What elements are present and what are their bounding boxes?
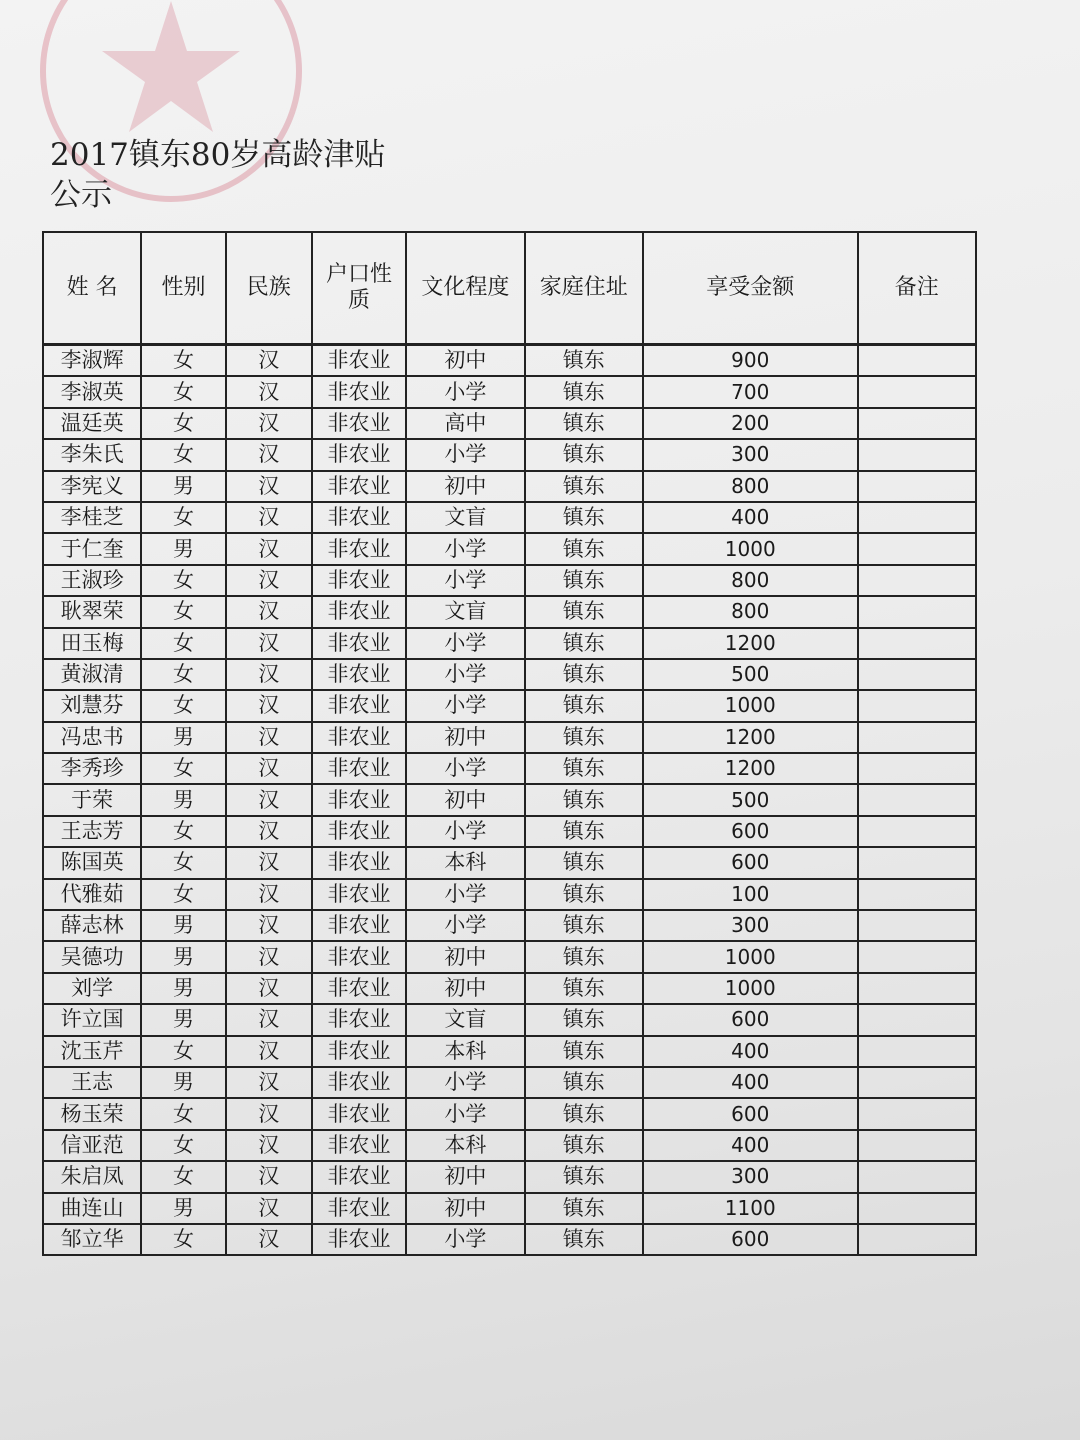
cell-sex: 女 <box>141 690 225 721</box>
cell-note <box>858 471 976 502</box>
cell-hukou: 非农业 <box>312 1193 406 1224</box>
cell-hukou: 非农业 <box>312 690 406 721</box>
cell-address: 镇东 <box>525 1161 643 1192</box>
cell-nation: 汉 <box>226 910 312 941</box>
cell-note <box>858 816 976 847</box>
cell-hukou: 非农业 <box>312 941 406 972</box>
cell-address: 镇东 <box>525 1130 643 1161</box>
cell-note <box>858 941 976 972</box>
cell-address: 镇东 <box>525 847 643 878</box>
cell-note <box>858 1004 976 1035</box>
table-row <box>43 439 976 470</box>
cell-sex: 女 <box>141 376 225 407</box>
cell-sex: 男 <box>141 1067 225 1098</box>
cell-note <box>858 345 976 377</box>
cell-note <box>858 1224 976 1255</box>
cell-amount: 900 <box>643 345 858 377</box>
cell-hukou: 非农业 <box>312 565 406 596</box>
cell-name: 朱启凤 <box>43 1161 141 1192</box>
cell-education: 小学 <box>406 879 524 910</box>
cell-nation: 汉 <box>226 816 312 847</box>
table-row <box>43 1067 976 1098</box>
cell-hukou: 非农业 <box>312 1004 406 1035</box>
cell-amount: 400 <box>643 502 858 533</box>
cell-nation: 汉 <box>226 973 312 1004</box>
cell-education: 小学 <box>406 910 524 941</box>
header-note: 备注 <box>858 232 976 345</box>
cell-amount: 500 <box>643 784 858 815</box>
cell-nation: 汉 <box>226 722 312 753</box>
cell-address: 镇东 <box>525 690 643 721</box>
subsidy-table <box>42 231 977 1256</box>
cell-sex: 男 <box>141 910 225 941</box>
cell-sex: 女 <box>141 1130 225 1161</box>
table-row <box>43 690 976 721</box>
cell-education: 文盲 <box>406 596 524 627</box>
cell-name: 薛志林 <box>43 910 141 941</box>
cell-hukou: 非农业 <box>312 1224 406 1255</box>
cell-note <box>858 502 976 533</box>
header-amount: 享受金额 <box>643 232 858 345</box>
cell-nation: 汉 <box>226 376 312 407</box>
cell-education: 小学 <box>406 439 524 470</box>
cell-sex: 女 <box>141 847 225 878</box>
table-row <box>43 1004 976 1035</box>
header-hukou <box>312 232 406 345</box>
cell-address: 镇东 <box>525 471 643 502</box>
cell-name: 李桂芝 <box>43 502 141 533</box>
cell-address: 镇东 <box>525 376 643 407</box>
cell-hukou: 非农业 <box>312 879 406 910</box>
cell-sex: 男 <box>141 533 225 564</box>
cell-note <box>858 1036 976 1067</box>
cell-hukou: 非农业 <box>312 1161 406 1192</box>
cell-name: 邹立华 <box>43 1224 141 1255</box>
cell-address: 镇东 <box>525 533 643 564</box>
cell-education: 小学 <box>406 690 524 721</box>
table-row <box>43 345 976 377</box>
cell-address: 镇东 <box>525 1193 643 1224</box>
cell-name: 王淑珍 <box>43 565 141 596</box>
cell-amount: 100 <box>643 879 858 910</box>
cell-hukou: 非农业 <box>312 533 406 564</box>
cell-address: 镇东 <box>525 1004 643 1035</box>
cell-hukou: 非农业 <box>312 910 406 941</box>
cell-address: 镇东 <box>525 1036 643 1067</box>
table-row <box>43 847 976 878</box>
table-row <box>43 784 976 815</box>
cell-sex: 男 <box>141 973 225 1004</box>
table-row <box>43 533 976 564</box>
cell-address: 镇东 <box>525 659 643 690</box>
cell-name: 吴德功 <box>43 941 141 972</box>
cell-education: 小学 <box>406 1067 524 1098</box>
cell-hukou: 非农业 <box>312 471 406 502</box>
header-hukou-label: 户口性质 <box>325 262 392 313</box>
cell-nation: 汉 <box>226 1193 312 1224</box>
cell-name: 李淑英 <box>43 376 141 407</box>
cell-education: 初中 <box>406 722 524 753</box>
cell-nation: 汉 <box>226 345 312 377</box>
cell-name: 王志芳 <box>43 816 141 847</box>
cell-amount: 600 <box>643 847 858 878</box>
cell-note <box>858 753 976 784</box>
cell-sex: 男 <box>141 784 225 815</box>
cell-name: 黄淑清 <box>43 659 141 690</box>
cell-name: 于荣 <box>43 784 141 815</box>
cell-education: 小学 <box>406 376 524 407</box>
cell-education: 小学 <box>406 753 524 784</box>
cell-amount: 600 <box>643 1098 858 1129</box>
cell-name: 温廷英 <box>43 408 141 439</box>
cell-hukou: 非农业 <box>312 502 406 533</box>
table-row <box>43 1036 976 1067</box>
cell-amount: 400 <box>643 1130 858 1161</box>
header-address: 家庭住址 <box>525 232 643 345</box>
cell-hukou: 非农业 <box>312 784 406 815</box>
cell-name: 沈玉芹 <box>43 1036 141 1067</box>
cell-sex: 女 <box>141 628 225 659</box>
cell-education: 小学 <box>406 533 524 564</box>
cell-address: 镇东 <box>525 941 643 972</box>
cell-hukou: 非农业 <box>312 816 406 847</box>
cell-note <box>858 596 976 627</box>
table-row <box>43 816 976 847</box>
page-title: 2017镇东80岁高龄津贴公示 <box>50 137 386 213</box>
header-sex: 性别 <box>141 232 225 345</box>
cell-sex: 女 <box>141 1098 225 1129</box>
cell-sex: 女 <box>141 439 225 470</box>
table-row <box>43 502 976 533</box>
cell-name: 陈国英 <box>43 847 141 878</box>
cell-education: 初中 <box>406 784 524 815</box>
cell-sex: 女 <box>141 659 225 690</box>
cell-nation: 汉 <box>226 659 312 690</box>
cell-hukou: 非农业 <box>312 345 406 377</box>
cell-address: 镇东 <box>525 1098 643 1129</box>
cell-nation: 汉 <box>226 1130 312 1161</box>
cell-address: 镇东 <box>525 910 643 941</box>
cell-hukou: 非农业 <box>312 596 406 627</box>
table-row <box>43 910 976 941</box>
cell-note <box>858 439 976 470</box>
cell-name: 许立国 <box>43 1004 141 1035</box>
cell-note <box>858 1098 976 1129</box>
header-name: 姓 名 <box>43 232 141 345</box>
cell-name: 李朱氏 <box>43 439 141 470</box>
cell-note <box>858 533 976 564</box>
cell-hukou: 非农业 <box>312 1067 406 1098</box>
cell-nation: 汉 <box>226 408 312 439</box>
cell-sex: 男 <box>141 1193 225 1224</box>
cell-nation: 汉 <box>226 1224 312 1255</box>
table-row <box>43 1098 976 1129</box>
cell-note <box>858 1161 976 1192</box>
cell-note <box>858 628 976 659</box>
cell-name: 信亚范 <box>43 1130 141 1161</box>
cell-nation: 汉 <box>226 879 312 910</box>
cell-hukou: 非农业 <box>312 847 406 878</box>
cell-address: 镇东 <box>525 502 643 533</box>
table-row <box>43 659 976 690</box>
cell-note <box>858 973 976 1004</box>
cell-hukou: 非农业 <box>312 753 406 784</box>
table-row <box>43 376 976 407</box>
cell-amount: 800 <box>643 471 858 502</box>
cell-education: 小学 <box>406 816 524 847</box>
header-nation: 民族 <box>226 232 312 345</box>
cell-nation: 汉 <box>226 784 312 815</box>
cell-address: 镇东 <box>525 973 643 1004</box>
cell-note <box>858 690 976 721</box>
table-row <box>43 1224 976 1255</box>
cell-amount: 1000 <box>643 941 858 972</box>
cell-nation: 汉 <box>226 847 312 878</box>
cell-nation: 汉 <box>226 1036 312 1067</box>
cell-name: 李宪义 <box>43 471 141 502</box>
cell-address: 镇东 <box>525 439 643 470</box>
cell-name: 耿翠荣 <box>43 596 141 627</box>
cell-name: 李秀珍 <box>43 753 141 784</box>
cell-amount: 700 <box>643 376 858 407</box>
table-row <box>43 879 976 910</box>
cell-hukou: 非农业 <box>312 1036 406 1067</box>
cell-amount: 600 <box>643 1224 858 1255</box>
cell-sex: 女 <box>141 1161 225 1192</box>
cell-hukou: 非农业 <box>312 408 406 439</box>
cell-sex: 女 <box>141 879 225 910</box>
cell-sex: 女 <box>141 345 225 377</box>
cell-amount: 400 <box>643 1036 858 1067</box>
cell-sex: 男 <box>141 941 225 972</box>
cell-amount: 200 <box>643 408 858 439</box>
cell-address: 镇东 <box>525 816 643 847</box>
cell-amount: 1100 <box>643 1193 858 1224</box>
cell-education: 文盲 <box>406 502 524 533</box>
cell-name: 刘慧芬 <box>43 690 141 721</box>
table-row <box>43 753 976 784</box>
cell-amount: 1000 <box>643 973 858 1004</box>
cell-sex: 男 <box>141 1004 225 1035</box>
cell-nation: 汉 <box>226 596 312 627</box>
cell-nation: 汉 <box>226 1004 312 1035</box>
cell-nation: 汉 <box>226 439 312 470</box>
cell-amount: 1000 <box>643 690 858 721</box>
cell-hukou: 非农业 <box>312 1098 406 1129</box>
cell-nation: 汉 <box>226 565 312 596</box>
table-row <box>43 408 976 439</box>
cell-education: 本科 <box>406 847 524 878</box>
table-header-row <box>43 232 976 345</box>
cell-amount: 1000 <box>643 533 858 564</box>
cell-education: 小学 <box>406 659 524 690</box>
cell-hukou: 非农业 <box>312 973 406 1004</box>
table-row <box>43 1130 976 1161</box>
cell-sex: 女 <box>141 408 225 439</box>
cell-amount: 300 <box>643 439 858 470</box>
cell-address: 镇东 <box>525 784 643 815</box>
cell-address: 镇东 <box>525 722 643 753</box>
table-row <box>43 565 976 596</box>
table-row <box>43 471 976 502</box>
cell-education: 初中 <box>406 973 524 1004</box>
cell-nation: 汉 <box>226 471 312 502</box>
cell-address: 镇东 <box>525 596 643 627</box>
cell-note <box>858 722 976 753</box>
cell-education: 初中 <box>406 345 524 377</box>
cell-nation: 汉 <box>226 533 312 564</box>
cell-hukou: 非农业 <box>312 439 406 470</box>
table-body <box>43 345 976 1256</box>
table-row <box>43 1161 976 1192</box>
cell-nation: 汉 <box>226 941 312 972</box>
cell-education: 初中 <box>406 941 524 972</box>
cell-hukou: 非农业 <box>312 722 406 753</box>
cell-amount: 1200 <box>643 753 858 784</box>
cell-address: 镇东 <box>525 565 643 596</box>
cell-amount: 600 <box>643 816 858 847</box>
cell-address: 镇东 <box>525 345 643 377</box>
cell-name: 田玉梅 <box>43 628 141 659</box>
cell-education: 文盲 <box>406 1004 524 1035</box>
cell-note <box>858 879 976 910</box>
cell-nation: 汉 <box>226 1161 312 1192</box>
cell-sex: 女 <box>141 816 225 847</box>
cell-address: 镇东 <box>525 1067 643 1098</box>
cell-amount: 600 <box>643 1004 858 1035</box>
cell-sex: 女 <box>141 565 225 596</box>
cell-note <box>858 376 976 407</box>
cell-nation: 汉 <box>226 690 312 721</box>
cell-hukou: 非农业 <box>312 1130 406 1161</box>
cell-education: 本科 <box>406 1036 524 1067</box>
table-row <box>43 596 976 627</box>
subsidy-table-container <box>42 231 977 1256</box>
cell-sex: 女 <box>141 502 225 533</box>
cell-sex: 女 <box>141 596 225 627</box>
cell-education: 小学 <box>406 1098 524 1129</box>
cell-note <box>858 1193 976 1224</box>
cell-name: 李淑辉 <box>43 345 141 377</box>
cell-address: 镇东 <box>525 753 643 784</box>
cell-sex: 男 <box>141 471 225 502</box>
cell-amount: 500 <box>643 659 858 690</box>
cell-sex: 女 <box>141 1036 225 1067</box>
cell-education: 小学 <box>406 1224 524 1255</box>
cell-amount: 1200 <box>643 722 858 753</box>
cell-name: 冯忠书 <box>43 722 141 753</box>
cell-address: 镇东 <box>525 628 643 659</box>
cell-amount: 300 <box>643 1161 858 1192</box>
cell-sex: 女 <box>141 1224 225 1255</box>
table-row <box>43 722 976 753</box>
table-row <box>43 628 976 659</box>
cell-education: 初中 <box>406 471 524 502</box>
cell-name: 杨玉荣 <box>43 1098 141 1129</box>
cell-note <box>858 659 976 690</box>
cell-hukou: 非农业 <box>312 376 406 407</box>
cell-note <box>858 408 976 439</box>
cell-nation: 汉 <box>226 502 312 533</box>
cell-education: 小学 <box>406 565 524 596</box>
table-row <box>43 1193 976 1224</box>
cell-note <box>858 1067 976 1098</box>
cell-amount: 800 <box>643 565 858 596</box>
cell-amount: 400 <box>643 1067 858 1098</box>
cell-name: 于仁奎 <box>43 533 141 564</box>
cell-name: 刘学 <box>43 973 141 1004</box>
cell-note <box>858 910 976 941</box>
cell-amount: 1200 <box>643 628 858 659</box>
cell-nation: 汉 <box>226 1098 312 1129</box>
cell-address: 镇东 <box>525 408 643 439</box>
cell-name: 代雅茹 <box>43 879 141 910</box>
cell-sex: 女 <box>141 753 225 784</box>
table-row <box>43 941 976 972</box>
cell-nation: 汉 <box>226 753 312 784</box>
cell-education: 小学 <box>406 628 524 659</box>
cell-name: 王志 <box>43 1067 141 1098</box>
cell-note <box>858 1130 976 1161</box>
cell-sex: 男 <box>141 722 225 753</box>
cell-amount: 800 <box>643 596 858 627</box>
cell-amount: 300 <box>643 910 858 941</box>
cell-nation: 汉 <box>226 628 312 659</box>
cell-note <box>858 847 976 878</box>
cell-education: 高中 <box>406 408 524 439</box>
cell-note <box>858 784 976 815</box>
cell-education: 初中 <box>406 1193 524 1224</box>
cell-education: 本科 <box>406 1130 524 1161</box>
cell-nation: 汉 <box>226 1067 312 1098</box>
cell-note <box>858 565 976 596</box>
cell-address: 镇东 <box>525 879 643 910</box>
cell-hukou: 非农业 <box>312 628 406 659</box>
cell-hukou: 非农业 <box>312 659 406 690</box>
cell-education: 初中 <box>406 1161 524 1192</box>
cell-name: 曲连山 <box>43 1193 141 1224</box>
table-row <box>43 973 976 1004</box>
header-education: 文化程度 <box>406 232 524 345</box>
cell-address: 镇东 <box>525 1224 643 1255</box>
